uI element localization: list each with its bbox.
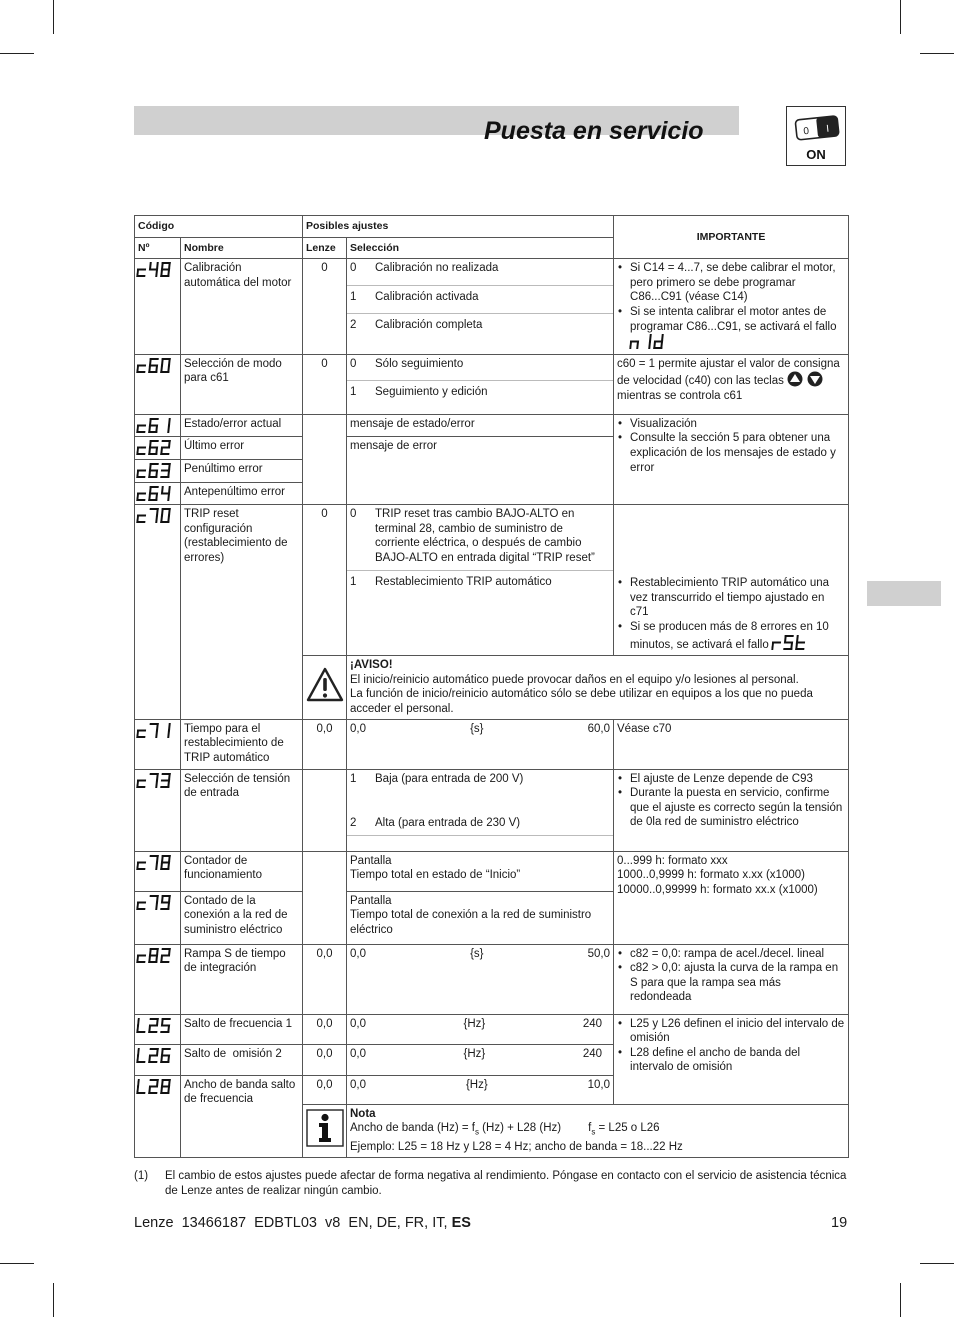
footer-lang: ES [451,1215,471,1231]
footnote-text: El cambio de estos ajustes puede afectar de forma negativa al rendimiento. Póngase en contacto con el servicio de asistencia técnica de Lenze antes de realizar ningún cambio. [165,1170,847,1197]
range-unit: {Hz} [463,1017,486,1030]
table-row [135,719,849,769]
lenze-default [303,769,347,851]
side-tab [867,581,941,606]
warning-icon-cell [303,656,347,719]
code-c61 [137,418,173,433]
note-text: mientras se controla c61 [617,389,743,402]
note-sub: s [591,1127,596,1137]
bullet-item: • L28 define el ancho de banda del intervalo de omisión [617,1046,845,1075]
param-name: Selección de modo para c61 [181,354,303,414]
important-note [614,505,849,656]
warning-line: El inicio/reinicio automático puede provocar daños en el equipo y/o lesiones al personal. [350,673,799,686]
lenze-default [303,851,347,944]
code-c70 [137,508,173,523]
fault-code-nid [630,334,666,349]
table-row [135,1014,849,1044]
sel-line: Pantalla [350,854,392,867]
crop-mark [900,0,901,34]
crop-mark [0,53,34,54]
important-note [614,944,849,1014]
code-l28 [137,1079,173,1094]
code-c63 [137,463,173,478]
bullet-item: • Durante la puesta en servicio, confirme que el ajuste es correcto según la tensión de 0la red de suministro eléctrico [617,786,845,830]
note-sub: s [474,1127,479,1137]
bullet-item [617,620,845,652]
sel-line: Tiempo total de conexión a la red de suministro eléctrico [350,909,592,936]
sel-num: 2 [350,817,357,830]
table-row [135,505,849,656]
table-row [135,769,849,851]
selection-list [347,354,614,414]
code-c73 [137,773,173,788]
code-l26 [137,1048,173,1063]
sel-num: 1 [350,575,357,588]
table-row [135,414,849,437]
note-line: 10000..0,99999 h: formato xx.x (x1000) [617,883,818,896]
lenze-default: 0,0 [303,719,347,769]
footnote [134,1169,848,1199]
note-line: 0...999 h: formato xxx [617,854,728,867]
sel-num: 2 [350,319,357,332]
crop-mark [53,0,54,34]
bullet-item [617,305,845,352]
header-codigo: Código [135,216,303,238]
bullet-text: Si se intenta calibrar el motor antes de programar C86...C91, se activará el fallo [630,305,837,333]
lenze-default: 0 [303,354,347,414]
range-unit: {s} [470,947,484,960]
note-text: c60 = 1 permite ajustar el valor de consigna de velocidad (c40) con las teclas [617,357,840,388]
range [347,1044,614,1075]
range-min: 0,0 [350,1078,366,1091]
param-name: Salto de omisión 2 [181,1044,303,1075]
sel-num: 0 [350,508,357,521]
range-max: 240 [582,1047,602,1060]
range [347,719,614,769]
sel-text: Baja (para entrada de 200 V) [375,772,524,785]
range-unit: {Hz} [465,1078,488,1091]
sel-num: 1 [350,290,357,303]
code-c60 [137,358,173,373]
code-c64 [137,486,173,501]
note-line [350,1121,845,1140]
warning-title: ¡AVISO! [350,659,393,672]
lenze-default: 0 [303,259,347,355]
param-name: Estado/error actual [181,414,303,437]
switch-off-label: 0 [802,125,810,138]
note-line: 1000..0,9999 h: formato x.xx (x1000) [617,869,805,882]
param-name: Tiempo para el restablecimiento de TRIP automático [181,719,303,769]
sel-text: Calibración completa [375,319,483,332]
selection-text: mensaje de estado/error [347,414,614,437]
warning-triangle-icon [306,667,344,703]
fault-code-rst [772,635,808,650]
footnote-number: (1) [134,1170,149,1182]
selection-text [347,891,614,944]
lenze-default: 0,0 [303,944,347,1014]
param-name: Contado de la conexión a la red de suministro eléctrico [181,891,303,944]
header-posibles: Posibles ajustes [303,216,614,238]
table-row [135,851,849,891]
sel-text: Sólo seguimiento [375,357,464,370]
table-row [135,259,849,355]
header-importante: IMPORTANTE [614,216,849,259]
arrow-keys-icon [787,371,825,387]
note-part: (Hz) + L28 (Hz) [478,1122,562,1135]
important-note [614,354,849,414]
info-icon-cell [303,1104,347,1157]
range-unit: {Hz} [463,1047,486,1060]
note-text [347,1104,849,1157]
sel-line: Pantalla [350,894,392,907]
lenze-default: 0 [303,505,347,656]
range-min: 0,0 [350,1017,366,1030]
header-seleccion: Selección [347,237,614,259]
table-row [135,944,849,1014]
switch-label: ON [806,147,826,162]
important-note: Véase c70 [614,719,849,769]
lenze-default: 0,0 [303,1075,347,1104]
bullet-item: • Consulte la sección 5 para obtener una explicación de los mensajes de estado y error [617,431,845,475]
lenze-default [303,414,347,504]
important-note [614,851,849,944]
range-max: 60,0 [587,722,611,735]
header-nombre: Nombre [181,237,303,259]
page-number: 19 [831,1215,848,1231]
header-lenze: Lenze [303,237,347,259]
param-name: Calibración automática del motor [181,259,303,355]
param-name: Contador de funcionamiento [181,851,303,891]
selection-text [347,851,614,891]
range-max: 240 [582,1017,602,1030]
param-name: Selección de tensión de entrada [181,769,303,851]
code-c82 [137,948,173,963]
header-no: Nº [135,237,181,259]
sel-text: Seguimiento y edición [375,386,488,399]
bullet-text: Si se producen más de 8 errores en 10 minutos, se activará el fallo [630,620,829,651]
crop-mark [0,1263,34,1264]
parameter-table [134,215,849,1158]
sel-num: 0 [350,357,357,370]
range-unit: {s} [470,722,484,735]
sel-text: Calibración no realizada [375,262,499,275]
sel-num: 1 [350,772,357,785]
param-name: TRIP reset configuración (restablecimiento de errores) [181,505,303,719]
important-note [614,1014,849,1104]
note-line: Ejemplo: L25 = 18 Hz y L28 = 4 Hz; ancho de banda = 18...22 Hz [350,1140,683,1153]
param-name: Rampa S de tiempo de integración [181,944,303,1014]
bullet-item: • El ajuste de Lenze depende de C93 [617,772,845,787]
note-part: = L25 o L26 [595,1122,660,1135]
range-max: 50,0 [587,947,611,960]
range-min: 0,0 [350,1047,366,1060]
crop-mark [53,1283,54,1317]
switch-on-label: I [825,123,830,135]
sel-num: 0 [350,262,357,275]
code-c78 [137,855,173,870]
code-c79 [137,895,173,910]
warning-text [347,656,849,719]
range [347,944,614,1014]
note-title: Nota [350,1107,376,1120]
selection-list [347,505,614,656]
param-name: Ancho de banda salto de frecuencia [181,1075,303,1157]
lenze-default: 0,0 [303,1044,347,1075]
power-switch-icon [786,106,846,166]
sel-text: Alta (para entrada de 230 V) [375,817,521,830]
info-icon [306,1109,344,1147]
range [347,1075,614,1104]
lenze-default: 0,0 [303,1014,347,1044]
selection-list [347,259,614,355]
sel-num: 1 [350,386,357,399]
code-l25 [137,1018,173,1033]
range-min: 0,0 [350,722,366,735]
sel-line: Tiempo total en estado de “Inicio” [350,869,521,882]
bullet-item: • Restablecimiento TRIP automático una vez transcurrido el tiempo ajustado en c71 [617,576,845,620]
selection-list [347,769,614,851]
sel-text: Calibración activada [375,290,479,303]
table-row [135,354,849,414]
param-name: Último error [181,437,303,460]
important-note [614,414,849,504]
sel-text: Restablecimiento TRIP automático [375,575,552,588]
param-name: Penúltimo error [181,459,303,482]
param-name: Salto de frecuencia 1 [181,1014,303,1044]
bullet-item: • c82 = 0,0: rampa de acel./decel. lineal [617,947,845,962]
footer-info [134,1215,471,1231]
code-c48 [137,262,173,277]
bullet-item: • c82 > 0,0: ajusta la curva de la rampa en S para que la rampa sea más redondeada [617,961,845,1005]
bullet-item: • L25 y L26 definen el inicio del intervalo de omisión [617,1017,845,1046]
warning-line: La función de inicio/reinicio automático sólo se debe utilizar en equipos a los que no pueda acceder el personal. [350,688,813,715]
bullet-item: • Si C14 = 4...7, se debe calibrar el motor, pero primero se debe programar C86...C91 (véase C14) [617,261,845,305]
code-c71 [137,723,173,738]
note-part: Ancho de banda (Hz) = f [350,1122,475,1135]
important-note [614,769,849,851]
important-note [614,259,849,355]
crop-mark [920,1263,954,1264]
sel-text: TRIP reset tras cambio BAJO-ALTO en terminal 28, cambio de suministro de corriente eléctrica, o después de cambio BAJO-ALTO en entrada digital “TRIP reset” [375,508,595,564]
bullet-item: • Visualización [617,417,845,432]
range-max: 10,0 [587,1078,611,1091]
crop-mark [900,1283,901,1317]
selection-text: mensaje de error [347,437,614,505]
footer-text: Lenze 13466187 EDBTL03 v8 EN, DE, FR, IT, [134,1215,452,1231]
code-c62 [137,440,173,455]
range-min: 0,0 [350,947,366,960]
crop-mark [920,53,954,54]
note-part: f [588,1122,592,1135]
range [347,1014,614,1044]
page-title: Puesta en servicio [484,117,704,145]
param-name: Antepenúltimo error [181,482,303,505]
